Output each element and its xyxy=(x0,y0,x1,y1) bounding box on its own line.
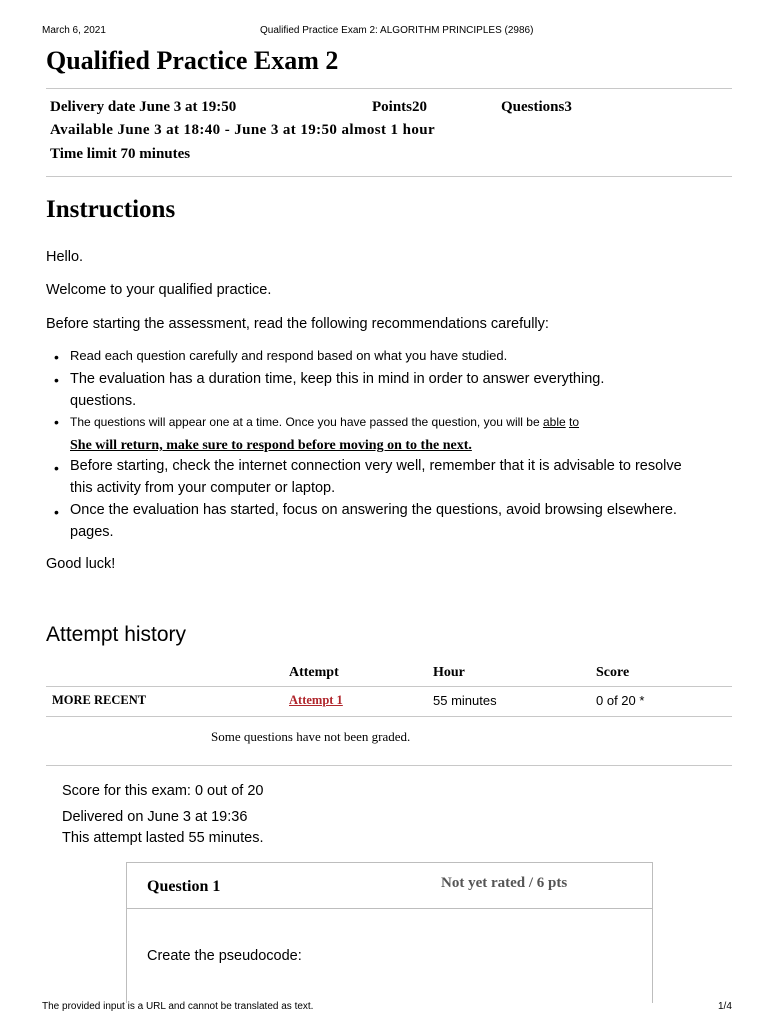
divider xyxy=(46,716,732,717)
bullet: • xyxy=(54,372,59,388)
bullet-text: this activity from your computer or laptop. xyxy=(70,480,336,496)
bullet: • xyxy=(54,414,59,430)
question-card xyxy=(126,862,653,1003)
attempt-duration: 55 minutes xyxy=(433,693,497,708)
delivery-date: Delivery date June 3 at 19:50 xyxy=(50,99,237,115)
footer-note: The provided input is a URL and cannot be translated as text. xyxy=(42,1001,314,1012)
divider xyxy=(46,686,732,687)
instructions-heading: Instructions xyxy=(46,196,176,223)
before-text: Before starting the assessment, read the following recommendations carefully: xyxy=(46,316,549,332)
welcome-text: Welcome to your qualified practice. xyxy=(46,282,272,298)
attempt-link[interactable]: Attempt 1 xyxy=(289,693,343,707)
attempt-history-heading: Attempt history xyxy=(46,623,187,646)
grading-note: Some questions have not been graded. xyxy=(211,729,411,744)
column-header-score: Score xyxy=(596,665,630,680)
attempt-score: 0 of 20 * xyxy=(596,693,645,708)
bullet-text: Read each question carefully and respond based on what you have studied. xyxy=(70,348,508,363)
points: Points20 xyxy=(372,99,428,115)
page-title: Qualified Practice Exam 2 xyxy=(46,46,339,75)
question-title: Question 1 xyxy=(147,878,221,895)
question-header xyxy=(127,863,652,909)
bullet-text: The questions will appear one at a time. Once you have passed the question, you will be able to xyxy=(70,415,580,429)
print-date: March 6, 2021 xyxy=(42,25,106,36)
questions-count: Questions3 xyxy=(501,99,572,115)
good-luck: Good luck! xyxy=(46,556,116,572)
bullet-text: She will return, make sure to respond before moving on to the next. xyxy=(70,438,472,453)
divider xyxy=(46,176,732,177)
column-header-attempt: Attempt xyxy=(289,665,339,680)
question-status: Not yet rated / 6 pts xyxy=(441,875,568,891)
divider xyxy=(46,765,732,766)
exam-score: Score for this exam: 0 out of 20 xyxy=(62,783,264,799)
bullet-text: Once the evaluation has started, focus on answering the questions, avoid browsing elsewhere. xyxy=(70,502,677,518)
row-label: MORE RECENT xyxy=(52,693,147,707)
bullet: • xyxy=(54,504,59,520)
greeting: Hello. xyxy=(46,249,84,265)
divider xyxy=(46,88,732,89)
time-limit: Time limit 70 minutes xyxy=(50,146,191,162)
page-number: 1/4 xyxy=(718,1001,732,1012)
attempt-duration-summary: This attempt lasted 55 minutes. xyxy=(62,830,264,846)
bullet-text: Before starting, check the internet connection very well, remember that it is advisable to resolve xyxy=(70,458,682,474)
column-header-hour: Hour xyxy=(433,665,465,680)
bullet: • xyxy=(54,349,59,365)
availability: Available June 3 at 18:40 - June 3 at 19:50 almost 1 hour xyxy=(50,122,436,138)
delivered-on: Delivered on June 3 at 19:36 xyxy=(62,809,248,825)
bullet-text: The evaluation has a duration time, keep this in mind in order to answer everything. xyxy=(70,371,605,387)
bullet-text: questions. xyxy=(70,393,137,409)
bullet-text: pages. xyxy=(70,524,114,540)
document-title: Qualified Practice Exam 2: ALGORITHM PRINCIPLES (2986) xyxy=(260,25,534,36)
question-prompt: Create the pseudocode: xyxy=(147,948,302,964)
bullet: • xyxy=(54,460,59,476)
